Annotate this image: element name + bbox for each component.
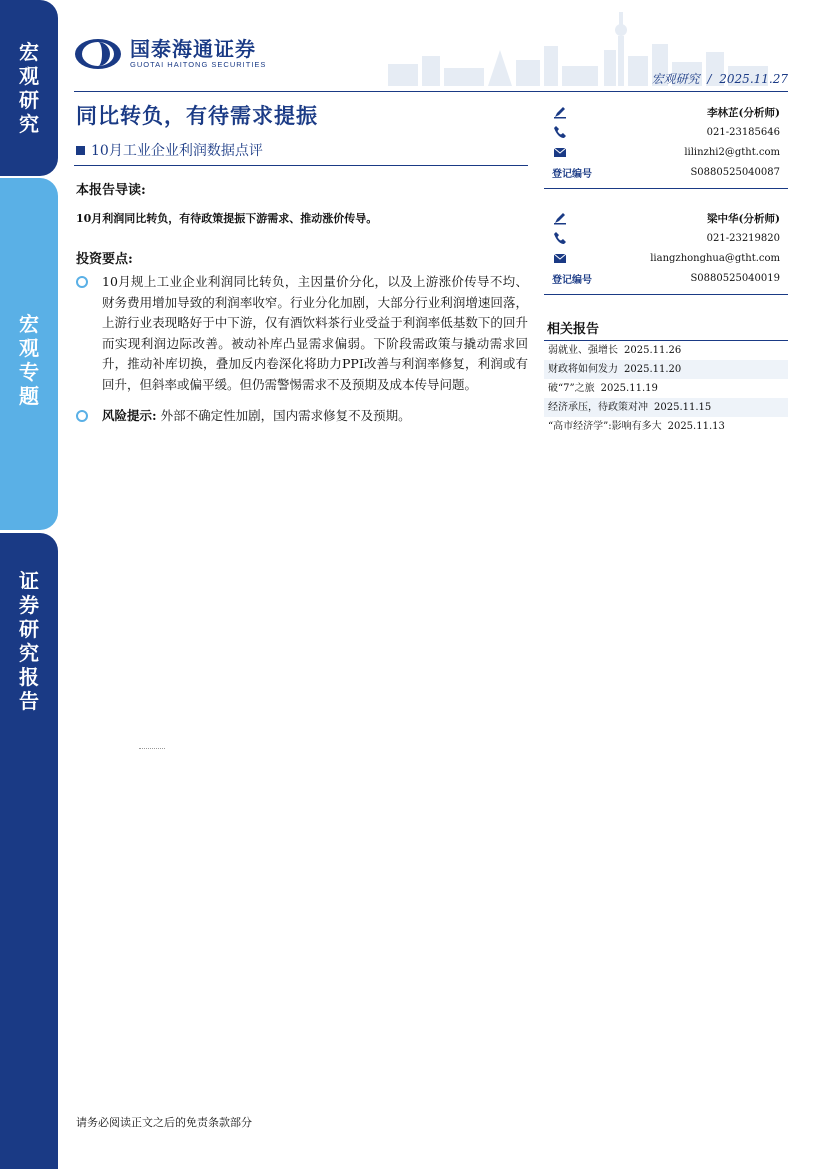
email-icon [552,251,568,265]
related-report-item[interactable] [544,417,788,436]
analyst-email[interactable]: lilinzhi2@gtht.com [684,146,780,158]
risk-line [102,406,528,427]
related-report-date: 2025.11.20 [624,364,682,375]
related-report-item[interactable] [544,360,788,379]
report-category: 宏观研究 [651,72,700,86]
pen-icon [552,211,568,225]
header-meta [648,70,788,87]
side-tab-research-report [0,533,58,1169]
email-icon [552,145,568,159]
report-date: 2025.11.27 [719,72,788,86]
side-tab-label: 宏观研究 [19,40,39,136]
side-tab-label: 证券研究报告 [19,569,39,713]
key-points-heading: 投资要点: [76,252,133,267]
report-subtitle-text: 10月工业企业利润数据点评 [91,143,263,159]
report-subtitle [76,140,263,160]
related-report-title: 弱就业、强增长 [548,345,618,356]
side-tab-macro-topic [0,178,58,530]
analyst-email[interactable]: liangzhonghua@gtht.com [650,252,780,264]
circle-bullet-icon [76,276,88,288]
subtitle-divider [74,165,528,166]
related-report-item[interactable] [544,398,788,417]
related-report-item[interactable] [544,379,788,398]
analyst-phone: 021-23219820 [706,232,780,244]
brand-logo-icon [74,38,122,70]
analyst-divider [544,294,788,295]
key-point-text: 10月规上工业企业利润同比转负，主因量价分化，以及上游涨价传导不均、财务费用增加导致的利润率收窄。行业分化加剧，大部分行业利润增速回落，上游行业表现略好于中下游，仅有酒饮料茶行业受益于利润率低基数下的回升而实现利润边际改善。被动补库凸显需求偏弱。下阶段需政策与撬动需求回升，推动补库切换，叠加反内卷深化将助力PPI改善与利润率修复，利润或有回升，但斜率或偏平缓。但仍需警惕需求不及预期及成本传导问题。 [102,274,528,392]
registration-number: S0880525040019 [690,272,780,284]
related-reports-heading: 相关报告 [547,322,600,337]
brand-logo [74,38,266,70]
report-title: 同比转负，有待需求提振 [76,103,318,128]
related-report-date: 2025.11.19 [600,383,658,394]
meta-separator: / [707,72,712,86]
brand-name-cn: 国泰海通证券 [130,37,256,61]
disclaimer-footer: 请务必阅读正文之后的免责条款部分 [76,1116,252,1129]
registration-number: S0880525040087 [690,166,780,178]
brand-name-en: GUOTAI HAITONG SECURITIES [130,60,267,69]
analyst-card [552,102,780,182]
analyst-name: 李林芷(分析师) [707,106,780,119]
phone-icon [552,231,568,245]
related-report-item[interactable] [544,341,788,360]
dotted-mark [139,748,165,750]
side-tab-label: 宏观专题 [19,312,39,408]
risk-text: 外部不确定性加剧，国内需求修复不及预期。 [160,408,411,423]
pen-icon [552,105,568,119]
registration-label: 登记编号 [552,274,592,286]
registration-label: 登记编号 [552,168,592,180]
analyst-divider [544,188,788,189]
header-divider [74,91,788,92]
risk-label: 风险提示: [102,408,157,423]
analyst-card [552,208,780,288]
side-tab-macro-research [0,0,58,176]
circle-bullet-icon [76,410,88,422]
related-report-date: 2025.11.15 [654,402,712,413]
phone-icon [552,125,568,139]
related-report-title: 财政将如何发力 [548,364,618,375]
risk-item [76,406,528,427]
related-report-date: 2025.11.26 [624,345,682,356]
related-report-title: 经济承压，待政策对冲 [548,402,648,413]
key-point-item [76,272,528,395]
related-report-title: 破“7”之旅 [548,383,595,394]
analyst-name: 梁中华(分析师) [707,212,780,225]
guide-text: 10月利润同比转负，有待政策提振下游需求、推动涨价传导。 [76,212,378,225]
related-report-title: “高市经济学”:影响有多大 [548,421,662,432]
analyst-phone: 021-23185646 [706,126,780,138]
related-report-date: 2025.11.13 [667,421,725,432]
square-bullet-icon [76,146,85,155]
guide-heading: 本报告导读: [76,183,146,198]
related-reports-list [544,341,788,436]
